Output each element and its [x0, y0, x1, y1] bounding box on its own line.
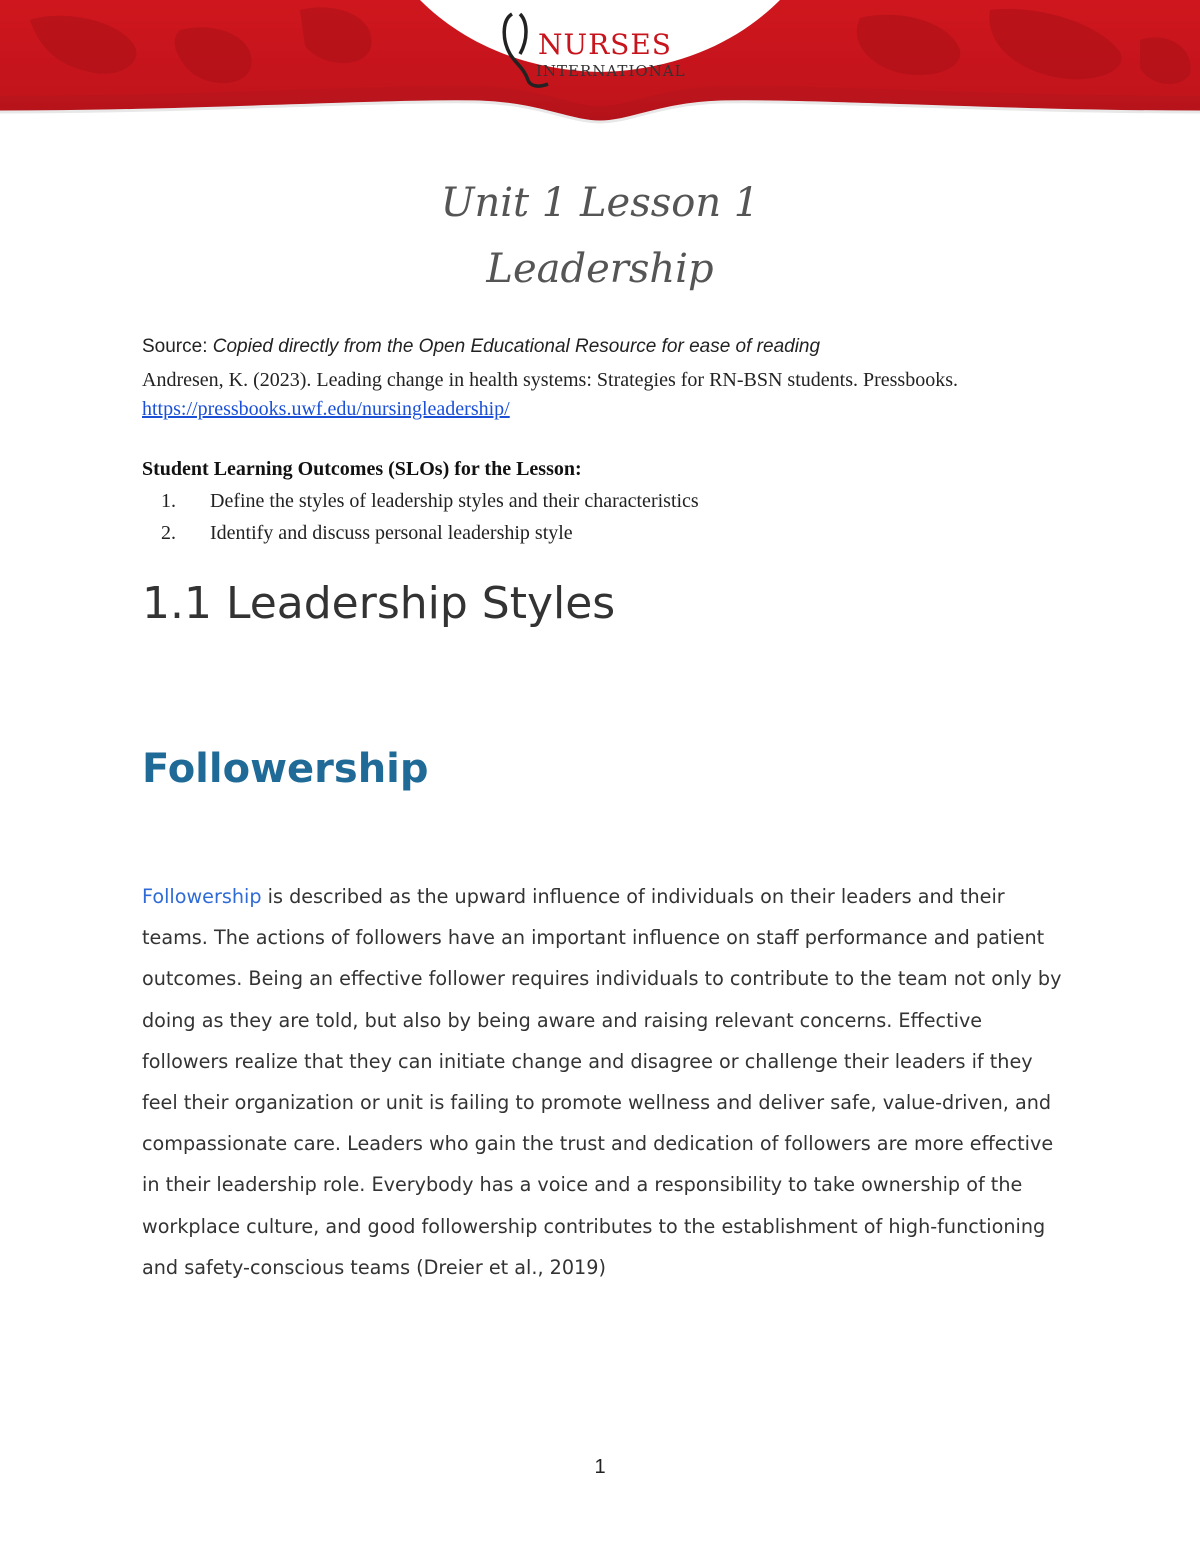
list-item-number: 1.: [161, 490, 176, 512]
source-text: Copied directly from the Open Educational Resource for ease of reading: [212, 336, 821, 357]
slo-heading: Student Learning Outcomes (SLOs) for the Lesson:: [142, 458, 582, 480]
page-title-line1: Unit 1 Lesson 1: [440, 180, 760, 226]
list-item: [142, 522, 699, 554]
paragraph-text: is described as the upward influence of individuals on their leaders and their teams. The actions of followers have an important influence on staff performance and patient outcomes. Being an effective follower requires individuals to contribute to the team not only by doing as they are told, but also by being aware and raising relevant concerns. Effective followers realize that they can initiate change and disagree or challenge their leaders if they feel their organization or unit is failing to promote wellness and deliver safe, value-driven, and compassionate care. Leaders who gain the trust and dedication of followers are more effective in their leadership role. Everybody has a voice and a responsibility to take ownership of the workplace culture, and good followership contributes to the establishment of high-functioning and safety-conscious teams (Dreier et al., 2019): [142, 885, 1062, 1279]
citation-text: Andresen, K. (2023). Leading change in health systems: Strategies for RN-BSN students. Pressbooks.: [142, 369, 958, 391]
citation-link[interactable]: https://pressbooks.uwf.edu/nursingleadership/: [142, 398, 510, 420]
page-number: 1: [594, 1456, 606, 1478]
body-paragraph: [142, 876, 1072, 1288]
logo-line1: NURSES: [538, 28, 672, 61]
list-item-text: Define the styles of leadership styles and their characteristics: [210, 490, 699, 512]
nurses-international-logo: [498, 10, 708, 90]
citation: [142, 366, 1042, 424]
source-line: [142, 336, 820, 358]
logo-line2: INTERNATIONAL: [536, 62, 686, 80]
subsection-heading: Followership: [142, 746, 429, 792]
glossary-term-link[interactable]: Followership: [142, 885, 262, 908]
section-heading: 1.1 Leadership Styles: [142, 578, 616, 629]
list-item-text: Identify and discuss personal leadership style: [210, 522, 573, 544]
slo-list: [142, 490, 699, 554]
list-item: [142, 490, 699, 522]
source-label: Source:: [142, 336, 213, 357]
header-banner: [0, 0, 1200, 125]
page-title-line2: Leadership: [486, 246, 714, 292]
list-item-number: 2.: [161, 522, 176, 544]
